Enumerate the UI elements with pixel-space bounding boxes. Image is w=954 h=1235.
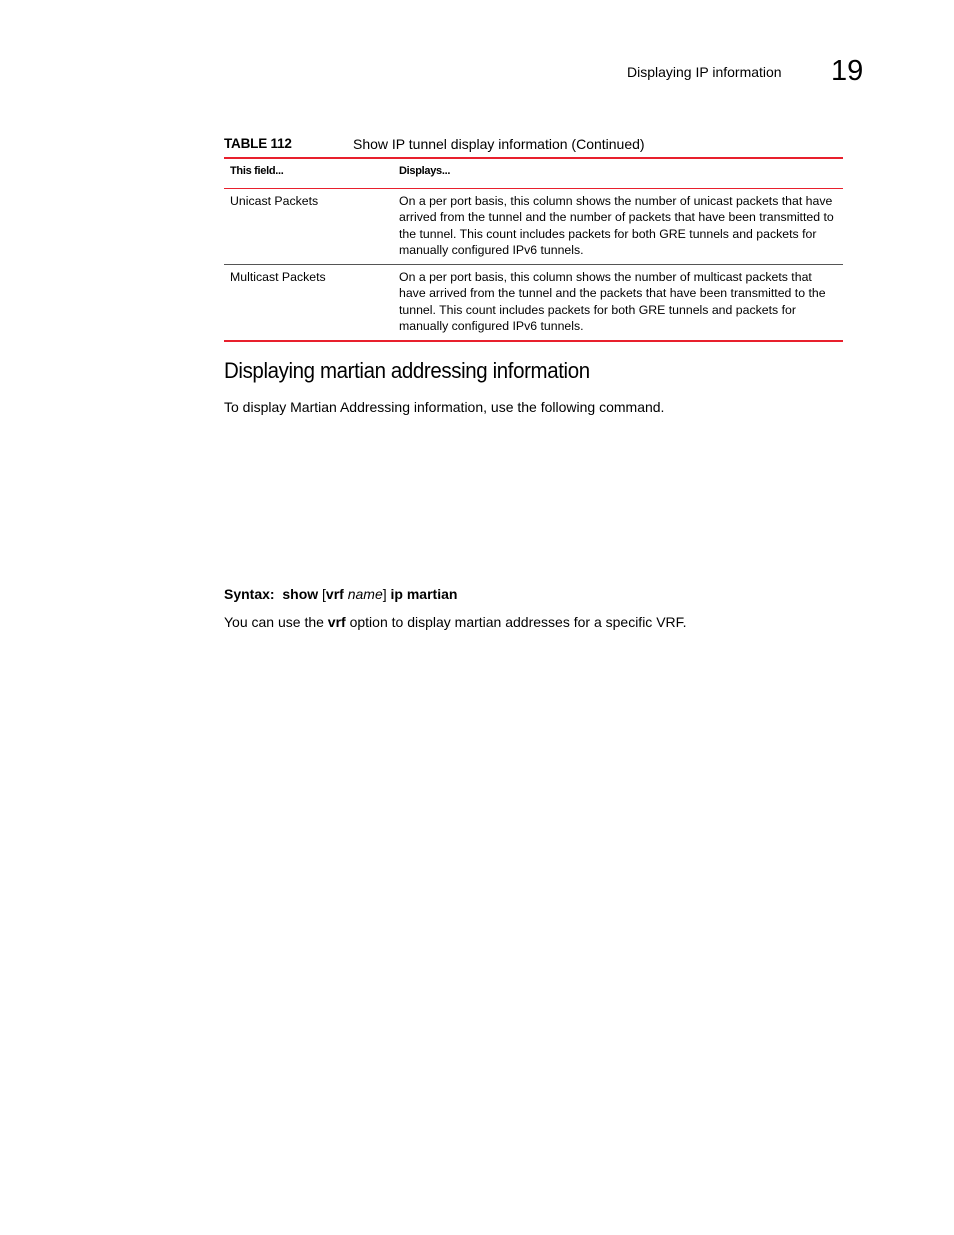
syntax-label: Syntax: xyxy=(224,586,275,602)
description-cell: On a per port basis, this column shows the number of multicast packets that have arrived from the tunnel and the packets that have been transmitted to the tunnel. This count includes packets for both GRE tunnels and packets for manually configured IPv6 tunnels. xyxy=(393,264,843,341)
column-header-field: This field... xyxy=(224,158,393,188)
syntax-bracket-close: ] xyxy=(382,586,387,602)
syntax-vrf-keyword: vrf xyxy=(325,586,344,602)
note-vrf-keyword: vrf xyxy=(327,614,346,630)
syntax-rest: ip martian xyxy=(390,586,458,602)
description-cell: On a per port basis, this column shows the number of unicast packets that have arrived from the tunnel and the number of packets that have been transmitted to the tunnel. This count includes packets for both GRE tunnels and packets for manually configured IPv6 tunnels. xyxy=(399,193,834,257)
table-row xyxy=(224,264,843,341)
syntax-command: show xyxy=(282,586,319,602)
syntax-variable: name xyxy=(347,586,383,602)
column-header-displays: Displays... xyxy=(393,158,843,188)
table-title: Show IP tunnel display information (Continued) xyxy=(353,136,645,152)
section-heading: Displaying martian addressing information xyxy=(224,358,590,383)
chapter-number: 19 xyxy=(831,55,864,87)
note-prefix: You can use the xyxy=(224,614,324,630)
note-paragraph xyxy=(224,614,687,630)
table-caption xyxy=(224,134,843,156)
syntax-line xyxy=(224,586,457,602)
running-header: Displaying IP information xyxy=(627,64,782,80)
intro-paragraph: To display Martian Addressing information, use the following command. xyxy=(224,399,665,415)
table-label: TABLE 112 xyxy=(224,136,292,151)
field-cell: Multicast Packets xyxy=(224,264,393,341)
field-cell: Unicast Packets xyxy=(230,193,319,208)
note-suffix: option to display martian addresses for a specific VRF. xyxy=(349,614,687,630)
table-row xyxy=(224,188,843,264)
tunnel-info-table xyxy=(224,157,843,342)
table-header-row xyxy=(224,158,843,188)
syntax-bracket-open: [ xyxy=(322,586,326,602)
